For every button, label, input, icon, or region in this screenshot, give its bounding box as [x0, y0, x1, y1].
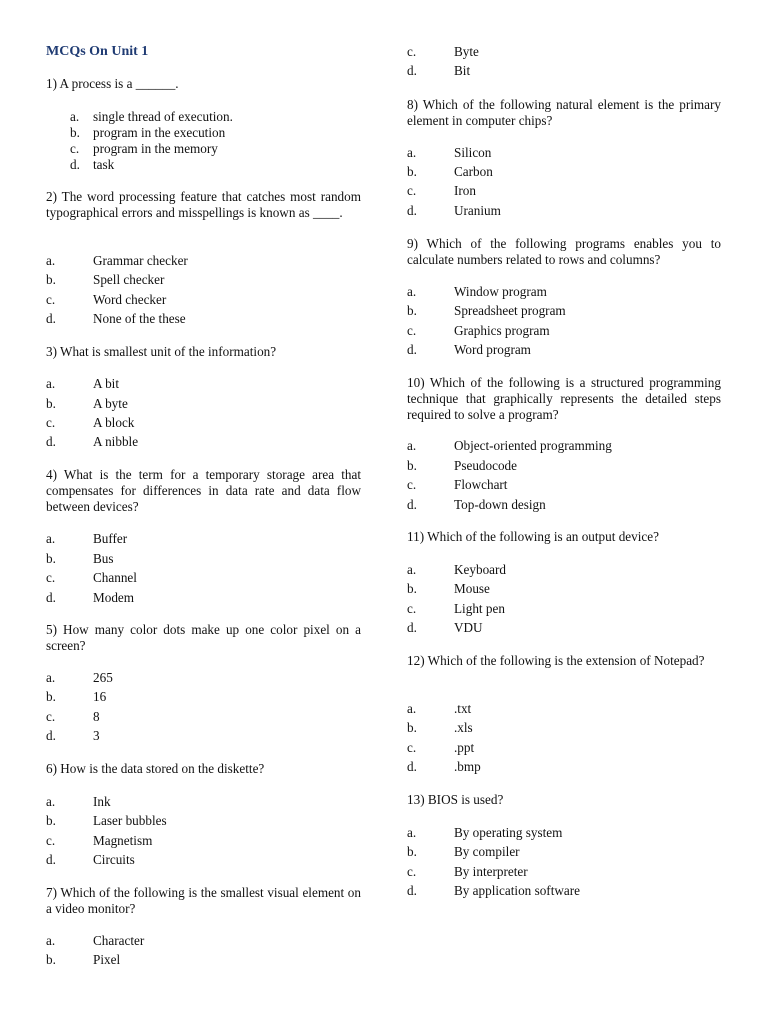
option-letter: c.	[407, 183, 417, 198]
option-letter: c.	[46, 415, 56, 430]
option-letter: d.	[407, 342, 417, 357]
question-text: 5) How many color dots make up one color pixel on a screen?	[46, 622, 361, 653]
option-text: None of the these	[93, 311, 186, 326]
option-text: 3	[93, 728, 100, 743]
option-letter: a.	[46, 253, 56, 268]
option-text: single thread of execution.	[93, 109, 233, 124]
question-text: 9) Which of the following programs enables you to calculate numbers related to rows and columns?	[407, 236, 721, 267]
option-letter: d.	[407, 759, 417, 774]
option-text: Buffer	[93, 531, 128, 546]
option-letter: c.	[46, 292, 56, 307]
option-text: Bit	[454, 63, 471, 78]
option-letter: c.	[407, 864, 417, 879]
option-letter: a.	[46, 933, 56, 948]
option-letter: b.	[46, 272, 56, 287]
option-text: Character	[93, 933, 145, 948]
option-letter: d.	[407, 620, 417, 635]
option-text: 16	[93, 689, 107, 704]
question-text: 10) Which of the following is a structured programming technique that graphically represents the detailed steps required to solve a program?	[407, 375, 721, 422]
option-text: .txt	[454, 701, 472, 716]
option-text: Modem	[93, 590, 135, 605]
option-text: A nibble	[93, 434, 139, 449]
question-text: 12) Which of the following is the extension of Notepad?	[407, 653, 705, 668]
option-letter: b.	[46, 396, 56, 411]
question-text: 8) Which of the following natural element is the primary element in computer chips?	[407, 97, 721, 128]
option-letter: b.	[407, 303, 417, 318]
option-letter: b.	[407, 720, 417, 735]
option-letter: d.	[46, 311, 56, 326]
option-text: Graphics program	[454, 323, 550, 338]
option-text: 8	[93, 709, 100, 724]
option-text: Byte	[454, 44, 479, 59]
option-text: .ppt	[454, 740, 475, 755]
option-text: Bus	[93, 551, 114, 566]
option-text: Object-oriented programming	[454, 438, 612, 453]
option-letter: b.	[46, 952, 56, 967]
option-text: By compiler	[454, 844, 520, 859]
option-text: Keyboard	[454, 562, 506, 577]
option-text: Laser bubbles	[93, 813, 167, 828]
option-letter: a.	[407, 562, 417, 577]
option-text: Mouse	[454, 581, 490, 596]
option-text: A bit	[93, 376, 120, 391]
option-letter: c.	[46, 709, 56, 724]
option-text: Spreadsheet program	[454, 303, 566, 318]
option-letter: a.	[46, 531, 56, 546]
option-letter: c.	[70, 141, 80, 156]
option-text: Pixel	[93, 952, 121, 967]
question-text: 6) How is the data stored on the diskette?	[46, 761, 265, 776]
question-text: 1) A process is a ______.	[46, 76, 179, 91]
option-letter: a.	[407, 284, 417, 299]
option-text: VDU	[454, 620, 483, 635]
option-letter: a.	[407, 825, 417, 840]
option-letter: d.	[46, 590, 56, 605]
option-text: program in the memory	[93, 141, 218, 156]
option-letter: c.	[407, 323, 417, 338]
option-text: A byte	[93, 396, 128, 411]
option-letter: c.	[46, 570, 56, 585]
option-text: Word program	[454, 342, 531, 357]
option-letter: d.	[407, 63, 417, 78]
option-text: 265	[93, 670, 113, 685]
option-text: Channel	[93, 570, 137, 585]
option-text: Light pen	[454, 601, 505, 616]
option-text: Grammar checker	[93, 253, 188, 268]
option-letter: b.	[407, 581, 417, 596]
option-text: Word checker	[93, 292, 167, 307]
question-text: 2) The word processing feature that catches most random typographical errors and misspellings is known as ____.	[46, 189, 361, 220]
option-letter: d.	[46, 852, 56, 867]
question-text: 7) Which of the following is the smallest visual element on a video monitor?	[46, 885, 361, 916]
option-letter: d.	[407, 497, 417, 512]
option-text: Window program	[454, 284, 547, 299]
option-text: Top-down design	[454, 497, 546, 512]
option-letter: d.	[70, 157, 80, 172]
option-text: Uranium	[454, 203, 501, 218]
option-letter: b.	[46, 551, 56, 566]
option-text: Circuits	[93, 852, 135, 867]
page-title: MCQs On Unit 1	[46, 44, 149, 59]
option-text: .xls	[454, 720, 473, 735]
option-text: Iron	[454, 183, 476, 198]
option-text: By operating system	[454, 825, 563, 840]
option-letter: a.	[407, 701, 417, 716]
question-text: 13) BIOS is used?	[407, 792, 504, 807]
option-text: .bmp	[454, 759, 481, 774]
option-letter: b.	[407, 164, 417, 179]
option-letter: a.	[70, 109, 80, 124]
question-text: 4) What is the term for a temporary storage area that compensates for differences in data rate and data flow between devices?	[46, 467, 361, 514]
option-letter: c.	[46, 833, 56, 848]
option-letter: d.	[46, 728, 56, 743]
option-letter: c.	[407, 601, 417, 616]
option-letter: b.	[46, 689, 56, 704]
option-text: A block	[93, 415, 135, 430]
option-text: Silicon	[454, 145, 492, 160]
option-letter: b.	[70, 125, 80, 140]
option-text: By interpreter	[454, 864, 528, 879]
option-letter: b.	[407, 458, 417, 473]
option-letter: c.	[407, 44, 417, 59]
option-letter: d.	[46, 434, 56, 449]
option-text: Magnetism	[93, 833, 153, 848]
question-text: 3) What is smallest unit of the information?	[46, 344, 277, 359]
option-letter: c.	[407, 740, 417, 755]
option-text: Spell checker	[93, 272, 165, 287]
option-letter: d.	[407, 203, 417, 218]
option-letter: a.	[46, 794, 56, 809]
option-text: Ink	[93, 794, 111, 809]
option-letter: a.	[46, 670, 56, 685]
option-text: Pseudocode	[454, 458, 517, 473]
option-letter: a.	[46, 376, 56, 391]
option-text: task	[93, 157, 115, 172]
option-letter: c.	[407, 477, 417, 492]
option-text: Carbon	[454, 164, 493, 179]
option-text: program in the execution	[93, 125, 226, 140]
option-letter: a.	[407, 438, 417, 453]
option-text: By application software	[454, 883, 580, 898]
option-letter: b.	[407, 844, 417, 859]
option-letter: b.	[46, 813, 56, 828]
question-text: 11) Which of the following is an output device?	[407, 529, 659, 544]
option-text: Flowchart	[454, 477, 508, 492]
option-letter: a.	[407, 145, 417, 160]
option-letter: d.	[407, 883, 417, 898]
